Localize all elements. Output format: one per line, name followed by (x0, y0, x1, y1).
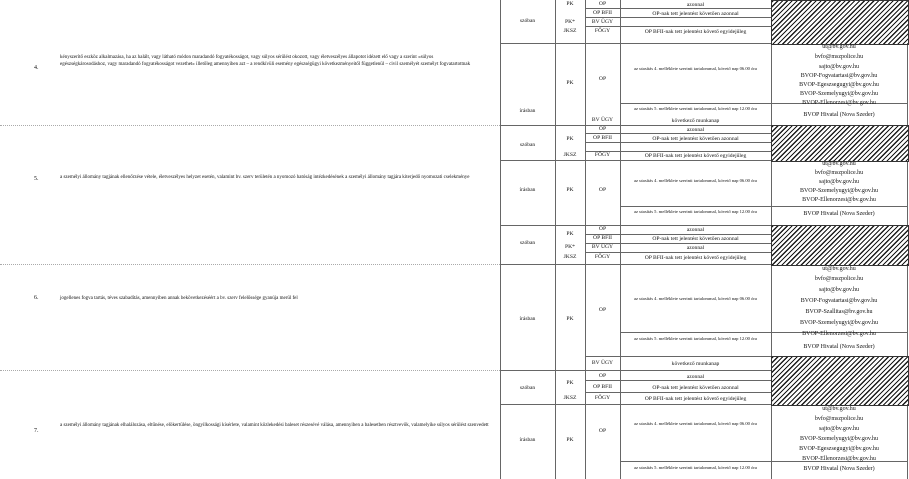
email-address: sajto@bv.gov.hu (818, 64, 860, 70)
email-address: BVOP-Ellenorzesi@bv.gov.hu (802, 197, 876, 203)
dest-cell: OP BFII (593, 135, 612, 141)
dest-cell: OP BFII (593, 10, 612, 16)
row-number: 6. (34, 295, 39, 301)
deadline-cell: OP-nak tett jelentést követően azonnal (652, 236, 739, 242)
row-separator (0, 264, 500, 265)
email-address: BVOP-Egeszsegugyi@bv.gov.hu (799, 446, 879, 452)
deadline-cell: azonnal (686, 227, 705, 233)
column-divider (555, 0, 556, 479)
deadline-cell: az utasítás 4. melléklete szerinti tartalommal, követő nap 06.00 óra (634, 178, 757, 183)
deadline-cell: az utasítás 4. melléklete szerinti tartalommal, követő nap 06.00 óra (634, 66, 757, 71)
dest-cell: OP (598, 428, 607, 434)
deadline-cell: OP BFII-nak tett jelentést követő egyidejűleg (644, 153, 747, 159)
row-separator (0, 125, 500, 126)
dest-cell: FŐGY (594, 254, 611, 260)
org-cell: PK* (565, 244, 575, 250)
deadline-cell: az utasítás 5. melléklete szerinti tartalommal, követő nap 12.00 óra (634, 106, 757, 111)
org-cell: PK (566, 1, 574, 7)
dest-cell: BV ÜGY (591, 117, 614, 123)
email-address: ut@bv.gov.hu (822, 406, 856, 412)
org-cell: PK* (565, 19, 575, 25)
email-address: BVOP-Ellenorzesi@bv.gov.hu (802, 100, 876, 106)
email-address: BVOP-Szallitas@bv.gov.hu (805, 309, 873, 315)
dest-cell: OP (598, 1, 607, 7)
row-number: 5. (34, 176, 39, 182)
email-address: BVOP-Egeszsegugyi@bv.gov.hu (799, 82, 879, 88)
cell-border (585, 392, 771, 393)
org-cell: PK (566, 380, 574, 386)
dest-cell: FŐGY (594, 395, 611, 401)
deadline-cell: következő munkanap (671, 118, 720, 124)
hatched-cell (771, 0, 909, 45)
deadline-cell: OP-nak tett jelentést követően azonnal (652, 136, 739, 142)
org-cell: PK (566, 231, 574, 237)
email-address: BVOP-Szemelyugyi@bv.gov.hu (799, 91, 879, 97)
org-cell: JKSZ (563, 152, 577, 158)
event-description: kényszerítő eszköz alkalmazása, ha az halált, vagy látható módon maradandó fogyatékosságot, vagy súlyos sérülést okozott, vagy életveszélyes állapotot idézett elő vagy a szerint «súlyos egészségkárosodáshoz, vagy maradandó fogyatékosságot vezethet» illetőleg amennyiben azt – a rendkívüli esemény egészségügyi következményeitől függetlenül – civil személyét személyt fogvatartottnak (60, 55, 471, 68)
deadline-cell: következő munkanap (671, 361, 720, 367)
deadline-cell: azonnal (686, 2, 705, 8)
deadline-cell: OP BFII-nak tett jelentést követő egyidejűleg (644, 396, 747, 402)
dest-cell: OP (598, 226, 607, 232)
row-number: 4. (34, 65, 39, 71)
column-divider (500, 0, 501, 479)
email-address: BVOP-Szemelyugyi@bv.gov.hu (799, 188, 879, 194)
cell-border (620, 206, 907, 207)
deadline-cell: azonnal (686, 374, 705, 380)
cell-border (585, 26, 771, 27)
email-address: BVOP-Fogvatartasi@bv.gov.hu (800, 298, 878, 304)
email-address: BVOP Hivatal (Nova Szeder) (803, 344, 875, 350)
report-mode: szóban (519, 142, 536, 148)
dest-cell: BV ÜGY (591, 244, 614, 250)
report-mode: írásban (519, 316, 536, 322)
email-address: ut@bv.gov.hu (822, 44, 856, 50)
event-description: jogellenes fogva tartás, téves szabadítás, amennyiben annak bekövetkezéséért a bv. szerv felelőssége gyanúja merül fel (60, 296, 298, 301)
org-cell: PK (566, 316, 574, 322)
report-mode: szóban (519, 240, 536, 246)
email-address: ut@bv.gov.hu (822, 161, 856, 167)
event-description: a személyi állomány tagjának elhalálozása, eltűnése, elökertülése, öngyilkossági kísérlete, valamint közlekedési baleset részesévé válása, amennyiben a balesetben résztvevők, valamelyike súlyos sérülést szenvedett (60, 423, 489, 428)
report-mode: szóban (519, 18, 536, 24)
dest-cell: BV ÜGY (591, 360, 614, 366)
org-cell: JKSZ (563, 395, 577, 401)
dest-cell: OP BFII (593, 384, 612, 390)
deadline-cell: OP-nak tett jelentést követően azonnal (652, 11, 739, 17)
email-address: sajto@bv.gov.hu (818, 179, 860, 185)
report-mode: írásban (519, 187, 536, 193)
email-address: bvfo@mszpolice.hu (814, 416, 864, 422)
deadline-cell: az utasítás 5. melléklete szerinti tartalommal, követő nap 12.00 óra (634, 336, 757, 341)
email-address: bvfo@mszpolice.hu (814, 54, 864, 60)
report-mode: írásban (519, 108, 536, 114)
org-cell: PK (566, 437, 574, 443)
deadline-cell: OP-nak tett jelentést követően azonnal (652, 385, 739, 391)
dest-cell: OP BFII (593, 235, 612, 241)
email-address: bvfo@mszpolice.hu (814, 170, 864, 176)
deadline-cell: az utasítás 4. melléklete szerinti tartalommal, követő nap 06.00 óra (634, 421, 757, 426)
email-address: bvfo@mszpolice.hu (814, 276, 864, 282)
dest-cell: OP (598, 307, 607, 313)
email-address: BVOP-Ellenorzesi@bv.gov.hu (802, 456, 876, 462)
dest-cell: BV ÜGY (591, 19, 614, 25)
cell-border (585, 17, 771, 18)
org-cell: JKSZ (563, 28, 577, 34)
cell-border (585, 380, 771, 381)
email-address: ut@bv.gov.hu (822, 266, 856, 272)
email-address: BVOP Hivatal (Nova Szeder) (803, 211, 875, 217)
dest-cell: OP (598, 373, 607, 379)
org-cell: PK (566, 80, 574, 86)
report-mode: írásban (519, 437, 536, 443)
event-description: a személyi állomány tagjának ellenőrzése vétele, életveszélyes helyzet esetén, valamint bv. szerv területén a nyomozó hatóság intézkedésének a személyi állomány tagjára kiterjedő nyomozati cselekménye (60, 175, 470, 180)
email-address: sajto@bv.gov.hu (818, 426, 860, 432)
cell-border (585, 8, 771, 9)
deadline-cell: az utasítás 4. melléklete szerinti tartalommal, követő nap 06.00 óra (634, 296, 757, 301)
deadline-cell: OP BFII-nak tett jelentést követő egyidejűleg (644, 29, 747, 35)
dest-cell: OP (598, 76, 607, 82)
hatched-cell (771, 125, 909, 162)
org-cell: PK (566, 187, 574, 193)
cell-border (585, 133, 771, 134)
email-address: BVOP-Ellenorzesi@bv.gov.hu (802, 331, 876, 337)
email-address: BVOP-Fogvatartasi@bv.gov.hu (800, 73, 878, 79)
deadline-cell: az utasítás 5. melléklete szerinti tartalommal, követő nap 12.00 óra (634, 209, 757, 214)
org-cell: JKSZ (563, 254, 577, 260)
hatched-cell (771, 225, 909, 266)
dest-cell: OP (598, 187, 607, 193)
deadline-cell: az utasítás 5. melléklete szerinti tartalommal, követő nap 12.00 óra (634, 465, 757, 470)
cell-border (585, 252, 771, 253)
hatched-cell (771, 356, 909, 406)
row-number: 7. (34, 428, 39, 434)
email-address: sajto@bv.gov.hu (818, 287, 860, 293)
deadline-cell: azonnal (686, 245, 705, 251)
dest-cell: FŐGY (594, 152, 611, 158)
row-separator (0, 370, 500, 371)
email-address: BVOP Hivatal (Nova Szeder) (803, 112, 875, 118)
email-address: BVOP Hivatal (Nova Szeder) (803, 466, 875, 472)
org-cell: PK (566, 136, 574, 142)
dest-cell: OP (598, 126, 607, 132)
email-address: BVOP-Szemelyugyi@bv.gov.hu (799, 320, 879, 326)
email-address: BVOP-Szemelyugyi@bv.gov.hu (799, 436, 879, 442)
dest-cell: FŐGY (594, 28, 611, 34)
deadline-cell: azonnal (686, 127, 705, 133)
deadline-cell: OP BFII-nak tett jelentést követő egyidejűleg (644, 255, 747, 261)
report-mode: szóban (519, 385, 536, 391)
cell-border (585, 142, 771, 143)
